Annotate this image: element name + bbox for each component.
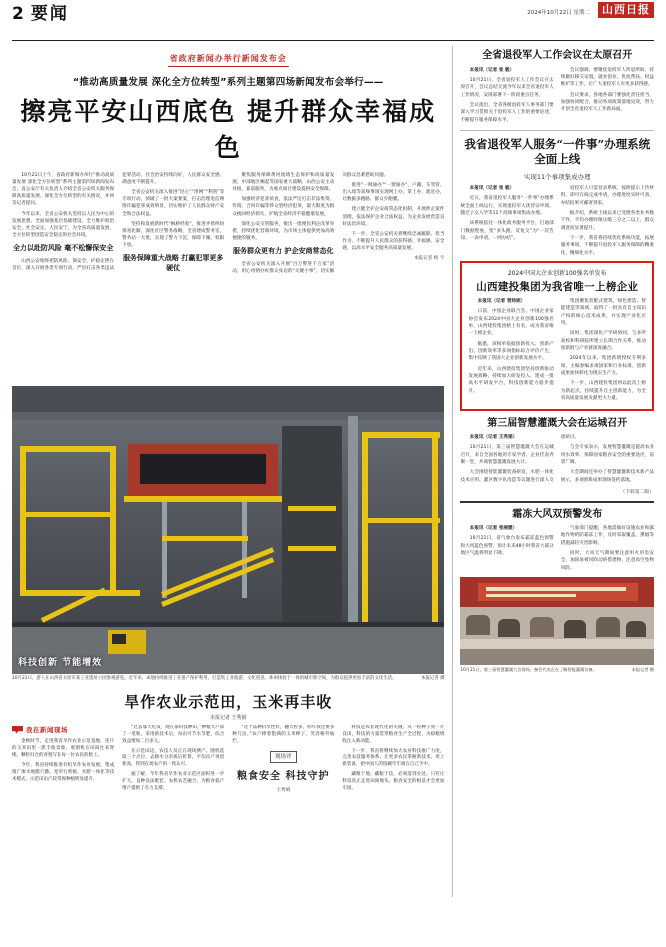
- bottom-left-byline: 本报记者 王秀娟: [209, 714, 247, 721]
- lead-paragraph: 建立健全护企安商常态化机制，开展涉企案件清理，依法保护企业合法权益，为企业发展营造良好法治环境。: [342, 207, 445, 227]
- article-body: [468, 298, 646, 402]
- article-paragraph: 下一步，我省将持续优化系统功能，拓展服务事项，不断提升退役军人服务保障的精准化、精细化水平。: [560, 236, 654, 256]
- right-article-veterans-meeting: [460, 49, 654, 124]
- article-paragraph: 大会期间还举办了智慧灌溉新技术新产品展示，多项创新成果现场签约落地。: [560, 470, 654, 483]
- photo-tag: 科技创新 节能增效: [18, 658, 103, 668]
- article-paragraph: 与会专家表示，发展智慧灌溉是提高农业用水效率、保障国家粮食安全的重要途径，前景广阔。: [560, 445, 654, 466]
- bottom-left-headline: 旱作农业示范田，玉米再丰收: [124, 692, 333, 711]
- right-photo-credit: 本报记者 摄: [631, 667, 654, 673]
- article-paragraph: 据介绍，系统上线以来已受理各类业务数千件，平均办理时限压缩三分之二以上，群众满意度显著提升。: [560, 210, 654, 231]
- article-paragraph: 气象部门提醒，各地需做好设施农业和露地作物的防霜冻工作，及时采取覆盖、熏烟等措施减轻灾害影响。: [560, 526, 654, 546]
- article-headline: 第三届智慧灌溉大会在运城召开: [487, 417, 628, 429]
- article-paragraph: 10月21日，省气象台发布霜冻蓝色预警和大风蓝色预警，预计未来48小时我省大部分地区气温将明显下降。: [460, 536, 554, 557]
- bottom-left-body: [12, 725, 444, 897]
- right-article-veterans-system: [460, 137, 654, 257]
- masthead-right: [527, 3, 654, 22]
- bl-paragraph: “过去靠天吃饭，现在靠科技种田。”种粮大户算了一笔账，采用新技术后，每亩可节水节肥，综合效益增加二百多元。: [122, 724, 225, 744]
- article-paragraph: 下一步，山西建投集团将以此次上榜为新起点，持续提升自主创新能力，为全省高质量发展贡献更大力量。: [560, 381, 646, 402]
- lead-paragraph: 今年以来，全省公安机关坚持以人民为中心的发展思想，全面加强基层基础建设，全力维护政治安全、社会安定、人民安宁，为全省高质量发展、全方位转型创造安全稳定的社会环境。: [12, 211, 115, 238]
- bl-paragraph: 今年，我省持续推进有机旱作农业发展，集成推广渗水地膜穴播、宽窄行密植、水肥一体化等技术模式，示范田亩产较常规种植明显提升。: [12, 762, 115, 782]
- article-paragraph: 会议要求，各地各部门要强化责任担当，加强协同配合，推动各项政策落地见效，努力开创全省退役军人工作新局面。: [560, 92, 654, 113]
- article-paragraph: 集团聚焦装配式建筑、绿色建造、智能建造等领域，取得了一批具有自主知识产权的核心技术成果，并实现产业化应用。: [560, 299, 646, 327]
- bl-paragraph: 金秋时节，走进我省旱作农业示范基地，连片的玉米田里一派丰收景象，收割机在田间往来穿梭，颗粒归仓的喜悦写在每一位农民的脸上。: [12, 738, 115, 758]
- article-paragraph: 大会围绕智能灌溉装备研发、水肥一体化技术应用、灌区数字化改造等议题进行深入交流研讨。: [460, 435, 580, 483]
- bl-paragraph: 藏粮于地、藏粮于技，必须落到实处。只有让科技真正走进田间地头，粮食安全的根基才会更加牢固。: [342, 772, 445, 792]
- masthead-left: [12, 6, 69, 23]
- bl-paragraph: 据了解，今年我省旱作农业示范区面积进一步扩大，良种良法配套、农机农艺融合，为粮食稳产增产提供了有力支撑。: [122, 772, 225, 792]
- lead-paragraph: 10月21日上午，省政府新闻办举行“推动高质量发展 深化全方位转型”系列主题第四场新闻发布会，省公安厅有关负责人介绍全省公安机关服务保障高质量发展、深化全方位转型的有关情况，并回答记者提问。: [12, 173, 115, 207]
- right-column: [452, 46, 654, 897]
- article-body: [460, 525, 654, 572]
- article-headline: 我省退役军人服务“一件事”办理系统全面上线: [464, 136, 651, 167]
- right-photo-block: [460, 577, 654, 673]
- article-body: [460, 185, 654, 257]
- right-photo-caption: 10月21日，第三届智慧灌溉大会现场，参会代表正在了解智能灌溉设备。: [460, 667, 597, 673]
- lead-paragraph: 推进“一网通办”“一窗通办”，户籍、车驾管、出入境等高频事项实现网上办、掌上办、就近办，让数据多跑路、群众少跑腿。: [342, 183, 445, 203]
- lead-byline: 本报记者 杨 宇: [413, 256, 445, 262]
- article-byline: 本报讯（记者 王秀娟）: [469, 435, 518, 440]
- bl-paragraph: 科技是农业现代化的关键。从一粒种子到一片良田，科技的力量贯穿粮食生产全过程，为稳粮增收注入新动能。: [342, 724, 445, 744]
- article-subhead: 实现11个事项集成办理: [523, 172, 591, 181]
- lead-paragraph: 全省公安机关深入开展“百万警进千万家”活动，用心用情办好群众身边的“关键小事”，切实解决群众急难愁盼问题。: [232, 173, 389, 274]
- comment-byline: 王秀娟: [276, 787, 291, 793]
- main-photo: [12, 386, 444, 674]
- section-title: 要闻: [30, 4, 69, 24]
- article-paragraph: 会议指出，全省各级退役军人事务部门要深入学习贯彻关于退役军人工作的重要论述，不断提升服务保障水平。: [460, 102, 554, 123]
- article-byline: 本报讯（记者 晋帅妮）: [477, 299, 526, 305]
- right-article-irrigation-conference: [460, 417, 654, 495]
- article-byline: 本报讯（记者 张丽媛）: [469, 526, 518, 532]
- lead-kicker: 省政府新闻办举行新闻发布会: [168, 52, 289, 67]
- bl-paragraph: “这个品种抗旱性好，穗大粒多，明年我还要多种几亩。”农户捧着饱满的玉米棒子，笑容格外灿烂。: [232, 724, 335, 744]
- lead-subhead: 全力以赴防风险 毫不松懈保安全: [12, 243, 114, 252]
- article-paragraph: 日前，中国企业联合会、中国企业家协会发布2024中国大企业创新100强名单，山西建投集团榜上有名，成为我省唯一上榜企业。: [468, 309, 554, 337]
- lead-paragraph: 聚焦服务保障黄河流域生态保护和高质量发展、中部地区崛起等国家重大战略，山西公安主动对接、靠前服务，为重点项目建设提供安全保障。: [232, 173, 335, 193]
- scene-badge-label: 我在新闻现场: [26, 725, 68, 734]
- main-column: [12, 46, 444, 897]
- main-photo-block: [12, 386, 444, 683]
- bl-paragraph: 下一步，我省将继续加大农业科技推广力度，完善农技服务体系，让更多农民掌握新技术、用上新装备，把中国人的饭碗牢牢端在自己手中。: [342, 748, 445, 768]
- article-paragraph: 近日，我省退役军人服务“一件事”办理系统全面上线运行，实现退役军人优待证申领、随迁子女入学等11个高频事项集成办理。: [460, 196, 554, 216]
- lead-paragraph: 下一步，全省公安机关将继续忠诚履职、担当作为，不断提升人民群众的获得感、幸福感、安全感，以高水平安全服务高质量发展。: [342, 231, 445, 251]
- article-body: [460, 67, 654, 124]
- divider-heavy: [460, 501, 654, 503]
- main-photo-caption: 10月21日，游人在山西省太原市某工业遗址公园参观游览。近年来，该地持续推进工业遗产保护利用，打造集工业旅游、文化创意、休闲体验于一体的城市新空间，为群众提供更加丰富的文化生活。: [12, 676, 397, 681]
- lead-paragraph: 加强经济犯罪侦查，依法严厉打击非法集资、传销、合同诈骗等涉众型经济犯罪，最大限度为群众挽回经济损失，护航全省经济平稳健康发展。: [232, 197, 335, 217]
- lead-paragraph: 深化公安交管服务，推出一批便民利企改革举措，持续优化营商环境，为市场主体提供更加高效便捷的服务。: [232, 221, 335, 241]
- article-headline: 山西建投集团为我省唯一上榜企业: [476, 281, 639, 294]
- article-paragraph: 据悉，该榜单依据创新投入、创新产出、创新效率等多项指标综合评价产生，集中反映了我国大企业创新发展水平。: [468, 341, 554, 362]
- lead-paragraph: 山西公安始终把防风险、保安全、护稳定摆在首位，深入开展各类专项行动，严厉打击各类违法犯罪活动，社会治安持续向好，人民群众安全感、满意度不断提升。: [12, 173, 225, 271]
- lead-shoulder: “推动高质量发展 深化全方位转型”系列主题第四场新闻发布会举行——: [72, 77, 384, 88]
- bl-paragraph: 在示范田边，农技人员正在现场测产。随机选取三个点位，去除水分杂质后折算，平均亩产再创新高，得到在场农户的一致认可。: [122, 748, 225, 768]
- right-article-frost-warning: [460, 508, 654, 573]
- article-kicker: 2024中国大企业创新100强名单发布: [507, 270, 607, 278]
- page-number: 2: [12, 4, 24, 24]
- main-photo-caption-row: [12, 676, 444, 683]
- page-body: [12, 46, 654, 897]
- publication-date: 2024年10月22日 星期二: [527, 10, 590, 17]
- lead-body: [12, 172, 444, 380]
- article-paragraph: 退役军人只需登录系统，按照提示上传材料，即可在线完成申请，办理进度实时可查，办结结果可邮寄到家。: [560, 185, 654, 206]
- main-photo-credit: 本报记者 摄: [421, 676, 445, 681]
- lead-subhead: 服务群众更有力 护企安商常态化: [233, 246, 334, 255]
- article-paragraph: 近年来，山西建投集团坚持创新驱动发展战略，持续加大研发投入，建成一批高水平研发平台，科技创新能力稳步提升。: [468, 366, 554, 394]
- article-paragraph: 该系统依托一体化政务服务平台，打通部门数据壁垒，变“多头跑、反复交”为“一次告知、一表申请、一网办结”。: [460, 221, 554, 241]
- article-byline: 本报讯（记者 张 毅）: [469, 67, 515, 73]
- divider: [460, 130, 654, 131]
- right-article-highlighted-innovation[interactable]: [460, 261, 654, 410]
- lead-subhead: 服务保障重大战略 打赢犯罪更多硬仗: [122, 254, 224, 272]
- scene-badge: [12, 725, 114, 735]
- article-jump-note: （下转第二版）: [620, 489, 654, 495]
- right-photo-caption-row: [460, 667, 654, 673]
- article-paragraph: 10月21日，第三届智慧灌溉大会在运城召开，来自全国各地的专家学者、企业代表齐聚一堂，共商智慧灌溉发展大计。: [460, 445, 554, 466]
- article-paragraph: 会议强调，要聚焦退役军人所思所盼，持续做好移交安置、就业创业、优抚帮扶、权益维护等工作，让广大退役军人有更多获得感。: [560, 67, 654, 88]
- lead-paragraph: 坚持和发展新时代“枫桥经验”，推进矛盾纠纷排查化解，深化社区警务战略，全省建成警务室、警务站一大批，实现了警力下沉、保障下倾、权限下放。: [122, 221, 225, 248]
- article-paragraph: 10月21日，全省退役军人工作会议在太原召开，会议总结交流今年以来全省退役军人工作情况，安排部署下一阶段重点任务。: [460, 77, 554, 98]
- article-byline: 本报讯（记者 张 毅）: [469, 185, 515, 191]
- comment-headline: 粮食安全 科技守护: [237, 771, 330, 783]
- comment-label: 现场评: [270, 751, 297, 764]
- article-paragraph: 同时，大风天气期间要注意用火用电安全，加固易被风吹动的搭建物，注意高空坠物风险。: [560, 551, 654, 571]
- lead-paragraph: 全省公安机关深入推进“昆仑”“净网”“利剑”等专项行动，侦破了一批大案要案，打击治理电信网络诈骗犯罪成效明显，切实维护了人民群众财产安全和合法权益。: [122, 190, 225, 217]
- flag-icon: [12, 726, 23, 734]
- article-paragraph: 2024年以来，集团新增授权专利多项，主编参编多项国家和行业标准，创新成果加快转化为现实生产力。: [560, 356, 646, 377]
- masthead: [12, 0, 654, 41]
- article-paragraph: 同时，集团深化产学研协同，与多所高校和科研院所建立长期合作关系，推动创新链与产业链深度融合。: [560, 331, 646, 352]
- article-body: [460, 434, 654, 486]
- lead-headline: 擦亮平安山西底色 提升群众幸福成色: [20, 97, 437, 162]
- article-headline: 全省退役军人工作会议在太原召开: [482, 50, 633, 61]
- bottom-left-story: [12, 691, 444, 897]
- paper-logo: 山西日报: [598, 2, 654, 18]
- article-headline: 霜冻大风双预警发布: [512, 508, 603, 520]
- right-photo: [460, 577, 654, 665]
